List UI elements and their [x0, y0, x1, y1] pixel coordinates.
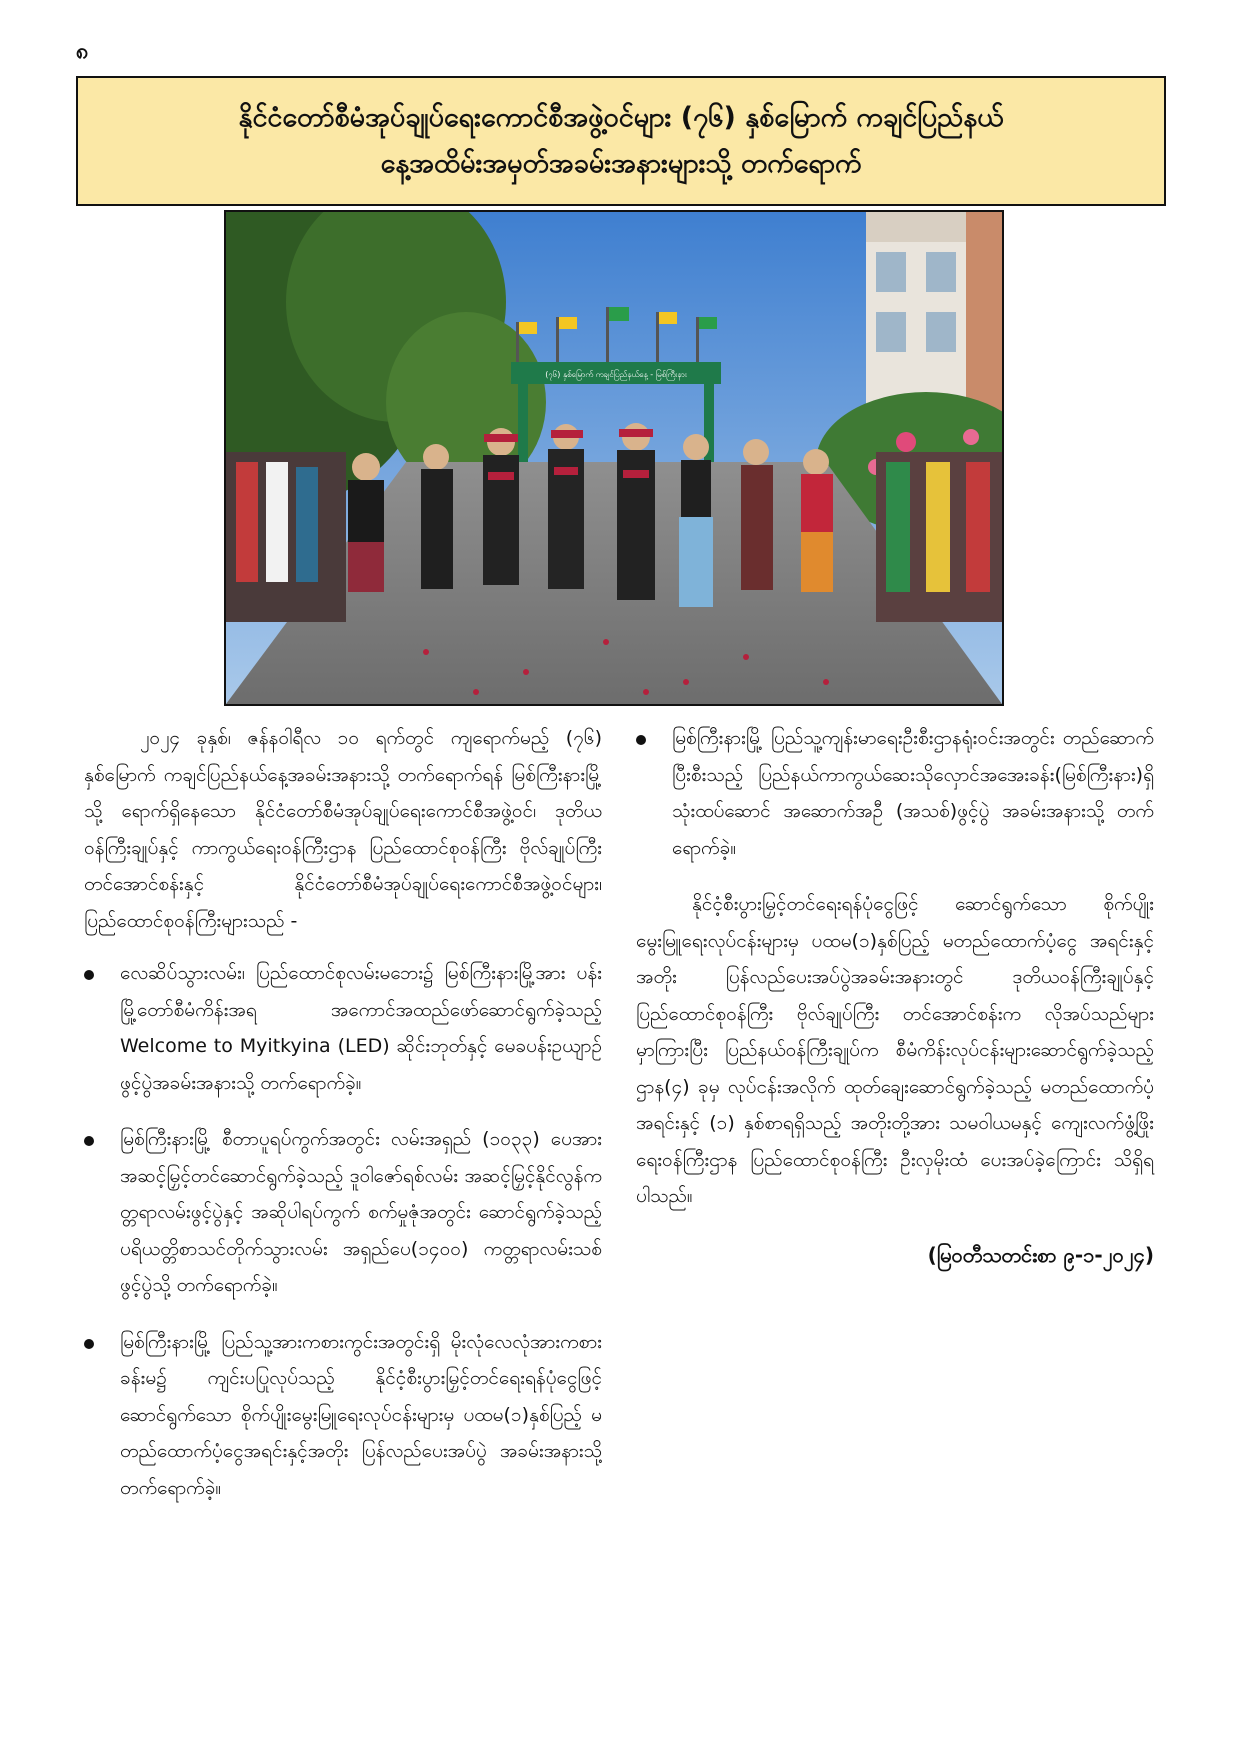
article-bullet-4: [636, 720, 1154, 866]
article-bullet-list: [84, 955, 602, 1506]
article-intro: ၂၀၂၄ ခုနှစ်၊ ဇန်နဝါရီလ ၁၀ ရက်တွင် ကျရောက်မည့် (၇၆) နှစ်မြောက် ကချင်ပြည်နယ်နေ့အခမ်းအနားသို့ တက်ရောက်ရန် မြစ်ကြီးနားမြို့သို့ ရောက်ရှိနေသော နိုင်ငံတော်စီမံအုပ်ချုပ်ရေးကောင်စီအဖွဲ့ဝင်၊ ဒုတိယဝန်ကြီးချုပ်နှင့် ကာကွယ်ရေးဝန်ကြီးဌာန ပြည်ထောင်စုဝန်ကြီး ဗိုလ်ချုပ်ကြီးတင်အောင်စန်းနှင့် နိုင်ငံတော်စီမံအုပ်ချုပ်ရေးကောင်စီအဖွဲ့ဝင်များ၊ ပြည်ထောင်စုဝန်ကြီးများသည် -: [84, 727, 602, 932]
article-source: (မြဝတီသတင်းစာ ၉-၁-၂၀၂၄): [927, 1242, 1154, 1267]
article-bullet-3: [84, 1324, 602, 1507]
bullet-icon: [636, 735, 646, 745]
bullet-text: လေဆိပ်သွားလမ်း၊ ပြည်ထောင်စုလမ်းမဘေး၌ မြစ်ကြီးနားမြို့အား ပန်းမြို့တော်စီမံကိန်းအရ အကောင်အထည်ဖော်ဆောင်ရွက်ခဲ့သည့် Welcome to Myitkyina (LED) ဆိုင်းဘုတ်နှင့် မေခပန်းဥယျာဉ်ဖွင့်ပွဲအခမ်းအနားသို့ တက်ရောက်ခဲ့။: [120, 962, 602, 1094]
headline-line-2: နေ့အထိမ်းအမှတ်အခမ်းအနားများသို့ တက်ရောက်: [380, 148, 862, 179]
arch-sign-text: (၇၆) နှစ်မြောက် ကချင်ပြည်နယ်နေ့ - မြစ်ကြီးနား: [545, 370, 687, 379]
headline-box: [76, 76, 1166, 206]
bullet-text: မြစ်ကြီးနားမြို့ ပြည်သူ့ကျန်းမာရေးဦးစီးဌာနရုံးဝင်းအတွင်း တည်ဆောက်ပြီးစီးသည့် ပြည်နယ်ကာကွယ်ဆေးသိုလှောင်အအေးခန်း(မြစ်ကြီးနား)ရှိ သုံးထပ်ဆောင် အဆောက်အဦ (အသစ်)ဖွင့်ပွဲ အခမ်းအနားသို့ တက်ရောက်ခဲ့။: [672, 727, 1154, 859]
article-bullet-1: [84, 955, 602, 1101]
article-column-left: [84, 720, 602, 1526]
bullet-icon: [84, 1339, 94, 1349]
page-number: ၈: [76, 39, 89, 64]
bullet-icon: [84, 1136, 94, 1146]
bullet-icon: [84, 970, 94, 980]
bullet-text: မြစ်ကြီးနားမြို့ စီတာပူရပ်ကွက်အတွင်း လမ်းအရှည် (၁၀၃၃) ပေအား အဆင့်မြှင့်တင်ဆောင်ရွက်ခဲ့သည့် ဒူဝါဇော်ရစ်လမ်း အဆင့်မြှင့်နိုင်လွန်ကတ္တရာလမ်းဖွင့်ပွဲနှင့် အဆိုပါရပ်ကွက် စက်မှုဇုံအတွင်း ဆောင်ရွက်ခဲ့သည့် ပရိယတ္တိစာသင်တိုက်သွားလမ်း အရှည်ပေ(၁၄၀၀) ကတ္တရာလမ်းသစ်ဖွင့်ပွဲသို့ တက်ရောက်ခဲ့။: [120, 1128, 602, 1296]
article-bullet-list-continued: [636, 720, 1154, 866]
headline-line-1: နိုင်ငံတော်စီမံအုပ်ချုပ်ရေးကောင်စီအဖွဲ့ဝင်များ (၇၆) နှစ်မြောက် ကချင်ပြည်နယ်: [238, 102, 1004, 133]
bullet-text: မြစ်ကြီးနားမြို့ ပြည်သူ့အားကစားကွင်းအတွင်းရှိ မိုးလုံလေလုံအားကစားခန်းမ၌ ကျင်းပပြုလုပ်သည့် နိုင်ငံ့စီးပွားမြှင့်တင်ရေးရန်ပုံငွေဖြင့် ဆောင်ရွက်သော စိုက်ပျိုးမွေးမြူရေးလုပ်ငန်းများမှ ပထမ(၁)နှစ်ပြည့် မတည်ထောက်ပံ့ငွေအရင်းနှင့်အတိုး ပြန်လည်ပေးအပ်ပွဲ အခမ်းအနားသို့ တက်ရောက်ခဲ့။: [120, 1330, 602, 1499]
article-column-right: [636, 720, 1154, 1273]
event-photo: [224, 210, 1004, 706]
article-bullet-2: [84, 1121, 602, 1304]
article-closing: နိုင်ငံ့စီးပွားမြှင့်တင်ရေးရန်ပုံငွေဖြင့် ဆောင်ရွက်သော စိုက်ပျိုးမွေးမြူရေးလုပ်ငန်းများမှ ပထမ(၁)နှစ်ပြည့် မတည်ထောက်ပံ့ငွေ အရင်းနှင့်အတိုး ပြန်လည်ပေးအပ်ပွဲအခမ်းအနားတွင် ဒုတိယဝန်ကြီးချုပ်နှင့် ပြည်ထောင်စုဝန်ကြီး ဗိုလ်ချုပ်ကြီး တင်အောင်စန်းက လိုအပ်သည်များမှာကြားပြီး ပြည်နယ်ဝန်ကြီးချုပ်က စီမံကိန်းလုပ်ငန်းများဆောင်ရွက်ခဲ့သည့် ဌာန(၄) ခုမှ လုပ်ငန်းအလိုက် ထုတ်ချေးဆောင်ရွက်ခဲ့သည့် မတည်ထောက်ပံ့အရင်းနှင့် (၁) နှစ်စာရရှိသည့် အတိုးတို့အား သမဝါယမနှင့် ကျေးလက်ဖွံ့ဖြိုးရေးဝန်ကြီးဌာန ပြည်ထောင်စုဝန်ကြီး ဦးလှမိုးထံ ပေးအပ်ခဲ့ကြောင်း သိရှိရပါသည်။: [636, 893, 1154, 1207]
